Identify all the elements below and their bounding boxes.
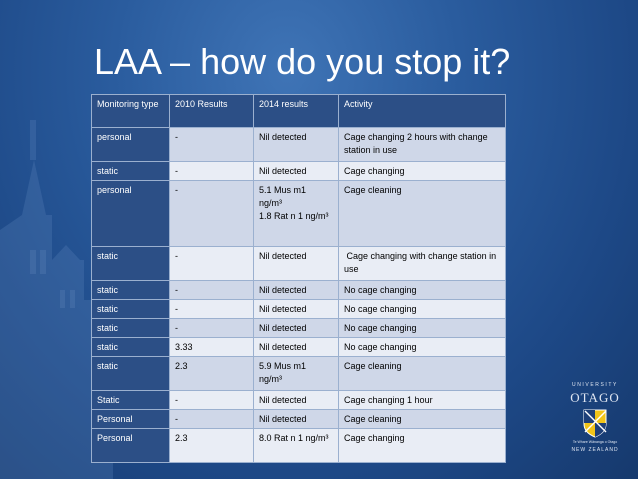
cell-2010: -: [170, 391, 254, 410]
cell-activity: Cage cleaning: [339, 357, 506, 391]
university-logo: [566, 380, 624, 472]
cell-type: static: [92, 247, 170, 281]
cell-activity: Cage changing 2 hours with change station in use: [339, 128, 506, 162]
cell-2014: Nil detected: [254, 247, 339, 281]
cell-2014: Nil detected: [254, 162, 339, 181]
cell-2014: 8.0 Rat n 1 ng/m³: [254, 429, 339, 463]
table-row: [92, 247, 506, 281]
header-2010-results: 2010 Results: [170, 95, 254, 128]
cell-activity: Cage cleaning: [339, 181, 506, 247]
cell-2014: Nil detected: [254, 128, 339, 162]
header-monitoring-type: Monitoring type: [92, 95, 170, 128]
cell-activity: No cage changing: [339, 300, 506, 319]
cell-2010: -: [170, 281, 254, 300]
table-row: [92, 391, 506, 410]
logo-motto-text: Te Whare Wānanga o Otago: [572, 440, 618, 444]
logo-university-text: UNIVERSITY: [571, 382, 618, 388]
cell-2014: Nil detected: [254, 410, 339, 429]
cell-2014: Nil detected: [254, 338, 339, 357]
cell-activity: Cage changing with change station in use: [339, 247, 506, 281]
header-2014-results: 2014 results: [254, 95, 339, 128]
cell-2010: 2.3: [170, 357, 254, 391]
cell-2014: Nil detected: [254, 391, 339, 410]
cell-type: personal: [92, 181, 170, 247]
cell-type: static: [92, 319, 170, 338]
table-row: [92, 181, 506, 247]
cell-type: static: [92, 162, 170, 181]
cell-activity: Cage cleaning: [339, 410, 506, 429]
table-row: [92, 281, 506, 300]
cell-2010: -: [170, 410, 254, 429]
cell-type: static: [92, 338, 170, 357]
logo-country-text: NEW ZEALAND: [571, 447, 619, 453]
table-row: [92, 410, 506, 429]
cell-type: static: [92, 281, 170, 300]
cell-2010: -: [170, 247, 254, 281]
table-row: [92, 319, 506, 338]
crest-shield-icon: [582, 408, 608, 438]
header-activity: Activity: [339, 95, 506, 128]
cell-2014: 5.9 Mus m1 ng/m³: [254, 357, 339, 391]
cell-activity: Cage changing: [339, 162, 506, 181]
table-row: [92, 128, 506, 162]
results-table: [91, 94, 506, 463]
cell-2014: Nil detected: [254, 300, 339, 319]
table-row: [92, 338, 506, 357]
cell-activity: No cage changing: [339, 338, 506, 357]
cell-activity: Cage changing: [339, 429, 506, 463]
cell-2014: Nil detected: [254, 281, 339, 300]
cell-2014: Nil detected: [254, 319, 339, 338]
cell-type: Static: [92, 391, 170, 410]
table-row: [92, 300, 506, 319]
cell-type: static: [92, 300, 170, 319]
cell-activity: No cage changing: [339, 319, 506, 338]
cell-type: personal: [92, 128, 170, 162]
cell-2010: -: [170, 162, 254, 181]
cell-2014: 5.1 Mus m1 ng/m³ 1.8 Rat n 1 ng/m³: [254, 181, 339, 247]
table-row: [92, 357, 506, 391]
cell-type: static: [92, 357, 170, 391]
cell-activity: Cage changing 1 hour: [339, 391, 506, 410]
slide-title: LAA – how do you stop it?: [94, 41, 511, 82]
logo-otago-text: OTAGO: [570, 390, 620, 405]
cell-2010: 2.3: [170, 429, 254, 463]
table-row: [92, 429, 506, 463]
table-row: [92, 162, 506, 181]
cell-2010: -: [170, 319, 254, 338]
cell-2010: -: [170, 128, 254, 162]
cell-2010: -: [170, 181, 254, 247]
cell-type: Personal: [92, 429, 170, 463]
cell-2010: -: [170, 300, 254, 319]
table-header-row: [92, 95, 506, 128]
cell-activity: No cage changing: [339, 281, 506, 300]
cell-type: Personal: [92, 410, 170, 429]
cell-2010: 3.33: [170, 338, 254, 357]
